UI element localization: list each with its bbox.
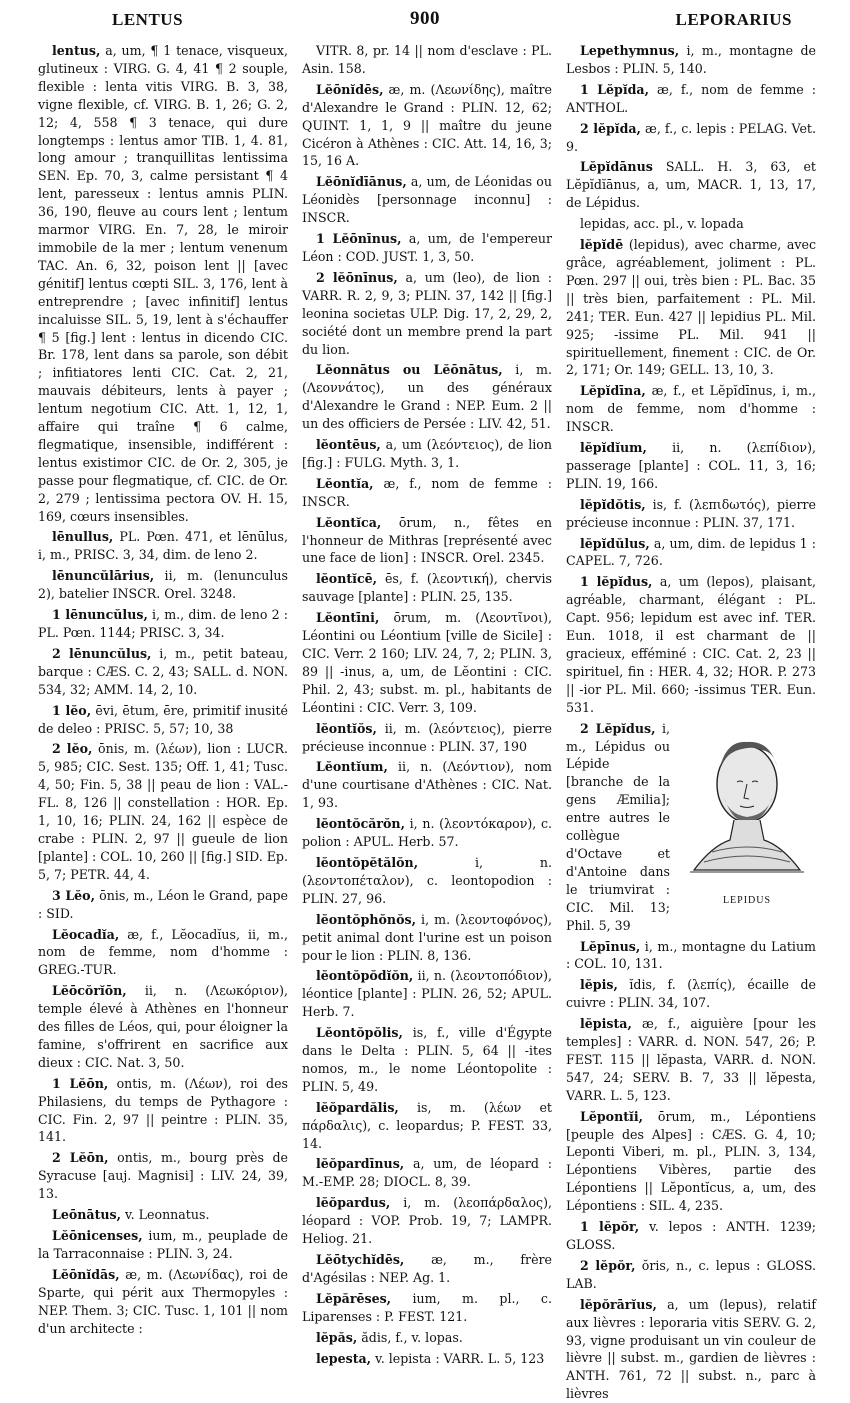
- dictionary-entry: [302, 854, 552, 908]
- dictionary-entry: [302, 967, 552, 1021]
- entry-headword: Lĕpărēses,: [316, 1290, 392, 1306]
- entry-definition: ii, n. (λεπίδιον), passerage [plante] : COL. 11, 3, 16; PLIN. 19, 166.: [566, 440, 816, 491]
- dictionary-entry: [566, 1218, 816, 1254]
- entry-headword: 2 Lĕpĭdus,: [580, 720, 656, 736]
- entry-headword: Lĕontĭa,: [316, 475, 374, 491]
- column-middle: [302, 42, 552, 1366]
- entry-definition: v. lepos : ANTH. 1239; GLOSS.: [566, 1219, 816, 1252]
- dictionary-entry: [38, 1266, 288, 1338]
- dictionary-entry: [302, 720, 552, 756]
- entry-headword: lĕontŏpŏdĭŏn,: [316, 968, 414, 984]
- entry-headword: Lĕontīni,: [316, 610, 380, 626]
- dictionary-entry: [566, 42, 816, 78]
- dictionary-entry: [38, 528, 288, 564]
- dictionary-entry: [302, 609, 552, 716]
- entry-headword: lēnullus,: [52, 529, 114, 545]
- entry-headword: 2 lēnuncŭlus,: [52, 645, 152, 661]
- dictionary-entry: [38, 645, 288, 699]
- dictionary-entry: [566, 439, 816, 493]
- entry-headword: lĕpis,: [580, 977, 618, 993]
- entry-definition: ii, n. (Λεόντιον), nom d'une courtisane d'Athènes : CIC. Nat. 1, 93.: [302, 759, 552, 811]
- entry-headword: Lĕontĭum,: [316, 759, 388, 775]
- entry-headword: 2 lĕōnīnus,: [316, 269, 398, 285]
- entry-definition: ii, n. (Λεωκόριον), temple élevé à Athènes en l'honneur des filles de Léos, qui, pour éloigner la famine, s'offrirent en sacrifice aux dieux : CIC. Nat. 3, 50.: [38, 983, 288, 1070]
- entry-definition: ōnis, m. (λέων), lion : LUCR. 5, 985; CIC. Sest. 135; Off. 1, 41; Tusc. 4, 50; Fin. 5, 38 || peau de lion : VAL.-FL. 8, 126 || constellation : HOR. Ep. 1, 10, 16; PLIN. 24, 162 || espèce de crabe : PLIN. 2, 97 || gueule de lion [plante] : COL. 10, 260 || [fig.] SID. Ep. 5, 7; PETR. 44, 4.: [38, 741, 288, 882]
- entry-definition: i, m., montagne du Latium : COL. 10, 131.: [566, 938, 816, 972]
- entry-definition: æ, f., et Lĕpĭdīnus, i, m., nom de femme, nom d'homme : INSCR.: [566, 383, 816, 435]
- entry-definition: ōrum, m., Lépontiens [peuple des Alpes] : CÆS. G. 4, 10; Leponti Viberi, m. pl., PLIN. 3, 134, Lépontiens Vibères, partie des Lépontiens || Lĕpontĭcus, a, um, des Lépontiens : SIL. 4, 235.: [566, 1108, 816, 1214]
- entry-headword: lĕontŏphŏnŏs,: [316, 911, 416, 927]
- dictionary-entry: [38, 926, 288, 980]
- entry-headword: lĕpăs,: [316, 1329, 358, 1345]
- entry-definition: i, m., petit bateau, barque : CÆS. C. 2, 43; SALL. d. NON. 534, 32; AMM. 14, 2, 10.: [38, 645, 288, 697]
- entry-definition: æ, m., frère d'Agésilas : NEP. Ag. 1.: [302, 1252, 552, 1285]
- entry-headword: Lĕōtychĭdēs,: [316, 1252, 405, 1267]
- dictionary-entry: [38, 702, 288, 738]
- entry-headword: lepesta,: [316, 1350, 372, 1366]
- entry-definition: ontis, m. (Λέων), roi des Philasiens, du temps de Pythagore : CIC. Fin. 2, 97 || peintre : PLIN. 35, 141.: [38, 1075, 288, 1145]
- entry-headword: lĕontŏpĕtălŏn,: [316, 854, 419, 870]
- entry-headword: Lĕpĭdānus: [580, 159, 653, 175]
- lepidus-bust-illustration: [682, 722, 812, 890]
- dictionary-entry: [566, 215, 816, 233]
- entry-definition: ii, m. (λεόντειος), pierre précieuse inconnue : PLIN. 37, 190: [302, 720, 552, 754]
- entry-definition: ii, m. (lenunculus 2), batelier INSCR. Orel. 3248.: [38, 568, 288, 602]
- entry-definition: ōnis, m., Léon le Grand, pape : SID.: [38, 887, 288, 921]
- dictionary-entry: [566, 1257, 816, 1293]
- dictionary-entry: [302, 570, 552, 606]
- entry-definition: a, um (λεόντειος), de lion [fig.] : FULG. Myth. 3, 1.: [302, 437, 552, 470]
- dictionary-entry: [38, 606, 288, 642]
- dictionary-entry: [38, 1206, 288, 1224]
- entry-headword: lĕpista,: [580, 1016, 632, 1032]
- entry-headword: lĕpĭdĭum,: [580, 440, 647, 456]
- dictionary-entry: [38, 1149, 288, 1203]
- entry-definition: æ, f., c. lepis : PELAG. Vet. 9.: [566, 120, 816, 154]
- entry-headword: 2 lĕpŏr,: [580, 1257, 636, 1273]
- entry-headword: Leōnātus,: [52, 1207, 122, 1223]
- entry-definition: a, um, de léopard : M.-EMP. 28; DIOCL. 8, 39.: [302, 1156, 552, 1190]
- entry-headword: Lĕpĭdīna,: [580, 383, 646, 399]
- column-left: [38, 42, 288, 1340]
- entry-definition: a, um, ¶ 1 tenace, visqueux, glutineux : VIRG. G. 4, 41 ¶ 2 souple, flexible : lenta vitis VIRG. B. 3, 38, vigne flexible, cf. VIRG. B. 1, 26; G. 2, 12; 4, 558 ¶ 3 tenace, qui dure longtemps : lentus amor TIB. 1, 4. 81, long amour ; tranquillitas lentissima SEN. Ep. 70, 3, calme persistant ¶ 4 lent, paresseux : lentus amnis PLIN. 36, 190, fleuve au cours lent ; lentum marmor VIRG. En. 7, 28, le miroir immobile de la mer ; lentum venenum TAC. An. 6, 32, poison lent || [avec génitif] lentus cœpti SIL. 3, 176, lent à entreprendre ; [avec infinitif] lentus incaluisse SIL. 5, 19, lent à s'échauffer ¶ 5 [fig.] lent : lentus in dicendo CIC. Br. 178, lent dans sa parole, son débit ; infitiatores lenti CIC. Cat. 2, 21, mauvais débiteurs, lents à payer ; lentum negotium CIC. Att. 1, 12, 1, affaire qui traîne ¶ 6 calme, flegmatique, insensible, indifférent : lentus existimor CIC. de Or. 2, 305, je passe pour flegmatique, cf. CIC. de Or. 2, 279 ; lentissima pectora OV. H. 15, 169, cœurs insensibles.: [38, 43, 288, 524]
- entry-headword: Lĕonnātus ou Lĕōnātus,: [316, 362, 503, 378]
- entry-definition: a, um, de l'empereur Léon : COD. JUST. 1, 3, 50.: [302, 231, 552, 264]
- dictionary-entry: [302, 911, 552, 965]
- entry-headword: lĕpĭdē: [580, 237, 624, 253]
- entry-headword: 3 Lĕo,: [52, 887, 95, 903]
- entry-headword: lēnuncŭlārius,: [52, 568, 155, 584]
- entry-definition: æ, m. (Λεωνίδας), roi de Sparte, qui périt aux Thermopyles : NEP. Them. 3; CIC. Tusc. 1, 101 || nom d'un architecte :: [38, 1266, 288, 1336]
- entry-definition: i, m. (λεοπάρδαλος), léopard : VOP. Prob. 19, 7; LAMPR. Heliog. 21.: [302, 1195, 552, 1247]
- entry-definition: PL. Pœn. 471, et lēnūlus, i, m., PRISC. 3, 34, dim. de leno 2.: [38, 529, 288, 563]
- page-number: 900: [410, 8, 440, 29]
- dictionary-entry: [302, 1194, 552, 1248]
- entry-headword: 1 Lĕpĭda,: [580, 81, 649, 97]
- entry-headword: Lĕōnicenses,: [52, 1228, 143, 1243]
- dictionary-entry: [302, 436, 552, 472]
- dictionary-entry: [38, 982, 288, 1072]
- entry-headword: 1 lĕo,: [52, 702, 92, 718]
- entry-headword: Lĕōcŏrĭōn,: [52, 983, 127, 999]
- dictionary-entry: [302, 42, 552, 78]
- dictionary-entry: [38, 42, 288, 525]
- dictionary-entry: [38, 740, 288, 883]
- entry-headword: Lepethymnus,: [580, 43, 680, 58]
- entry-definition: ium, m., peuplade de la Tarraconnaise : PLIN. 3, 24.: [38, 1228, 288, 1261]
- entry-definition: (lepidus), avec charme, avec grâce, agréablement, joliment : PL. Pœn. 297 || oui, très bien : PL. Bac. 35 || très bien, parfaitement : PL. Mil. 241; TER. Eun. 427 || lepidius PL. Mil. 925; -issime PL. Mil. 941 || spirituellement, finement : CIC. de Or. 2, 171; Or. 149; GELL. 13, 10, 3.: [566, 237, 816, 378]
- entry-definition: a, um, dim. de lepidus 1 : CAPEL. 7, 726.: [566, 535, 816, 569]
- dictionary-entry: [302, 815, 552, 851]
- entry-definition: a, um (lepos), plaisant, agréable, charmant, élégant : PL. Capt. 956; lepidum est avec inf. TER. Eun. 1018, il est charmant de || gracieux, efféminé : CIC. Cat. 2, 23 || spirituel, fin : HER. 4, 32; HOR. P. 273 || -ior PL. Mil. 660; -issimus TER. Eun. 531.: [566, 574, 816, 715]
- entry-headword: lentus,: [52, 43, 101, 58]
- dictionary-entry: [302, 1329, 552, 1347]
- entry-definition: ontis, m., bourg près de Syracuse [auj. Magnisi] : LIV. 24, 39, 13.: [38, 1150, 288, 1202]
- entry-headword: 1 lēnuncŭlus,: [52, 607, 148, 623]
- entry-headword: 2 lĕo,: [52, 741, 93, 757]
- entry-definition: is, f. (λεπιδωτός), pierre précieuse inconnue : PLIN. 37, 171.: [566, 496, 816, 530]
- page-header: [36, 8, 814, 34]
- dictionary-entry: [302, 1290, 552, 1326]
- dictionary-entry: [38, 1227, 288, 1263]
- entry-headword: 1 lĕpĭdus,: [580, 574, 653, 590]
- entry-headword: Lĕōnĭdās,: [52, 1266, 120, 1282]
- dictionary-entry: [302, 758, 552, 812]
- entry-definition: i, m., Lépidus ou Lépide [branche de la gens Æmilia]; entre autres le collègue d'Octave et d'Antoine dans le triumvirat : CIC. Mil. 13; Phil. 5, 39: [566, 720, 670, 933]
- entry-definition: i, n. (λεοντοπέταλον), c. leontopodion : PLIN. 27, 96.: [302, 854, 552, 906]
- entry-definition: i, n. (λεοντόκαρον), c. polion : APUL. Herb. 57.: [302, 816, 552, 850]
- entry-headword: Lĕocadĭa,: [52, 926, 120, 942]
- entry-definition: SALL. H. 3, 63, et Lĕpĭdĭānus, a, um, MACR. 1, 13, 17, de Lépidus.: [566, 159, 816, 211]
- dictionary-entry: [566, 573, 816, 716]
- dictionary-entry: [38, 887, 288, 923]
- entry-headword: Lĕōnĭdīānus,: [316, 174, 407, 190]
- entry-headword: lĕontĭŏs,: [316, 720, 377, 736]
- dictionary-entry: [566, 382, 816, 436]
- dictionary-entry: [566, 976, 816, 1012]
- entry-headword: 1 Lĕōnīnus,: [316, 231, 402, 247]
- dictionary-entry: [302, 361, 552, 433]
- lepidus-portrait-figure: [678, 722, 816, 912]
- entry-headword: lĕpĭdŏtis,: [580, 496, 646, 512]
- dictionary-entry: [302, 1251, 552, 1287]
- entry-headword: lĕŏpardīnus,: [316, 1156, 405, 1172]
- entry-headword: Lĕōnĭdēs,: [316, 81, 384, 97]
- entry-definition: a, um (lepus), relatif aux lièvres : leporaria vitis SERV. G. 2, 93, vigne produisant un vin couleur de lièvre || subst. m., gardien de lièvres : ANTH. 761, 72 || subst. n., parc à lièvres: [566, 1296, 816, 1402]
- dictionary-entry: [566, 496, 816, 532]
- entry-definition: æ, f., aiguière [pour les temples] : VARR. d. NON. 547, 26; P. FEST. 115 || lĕpasta, VARR. d. NON. 547, 24; SERV. B. 7, 33 || lĕpesta, VARR. L. 5, 123.: [566, 1016, 816, 1103]
- entry-definition: a, um, de Léonidas ou Léonidès [personnage inconnu] : INSCR.: [302, 174, 552, 226]
- dictionary-columns: [38, 42, 816, 1402]
- entry-definition: ōrum, m. (Λεοντῖνοι), Léontini ou Léontium [ville de Sicile] : CIC. Verr. 2 160; LIV. 24, 7, 2; PLIN. 3, 89 || -inus, a, um, de Lĕontini : CIC. Phil. 2, 43; subst. m. pl., habitants de Léontini : CIC. Verr. 3, 109.: [302, 610, 552, 715]
- header-left-guide-word: LENTUS: [112, 10, 184, 29]
- entry-definition: i, m., montagne de Lesbos : PLIN. 5, 140.: [566, 43, 816, 76]
- entry-headword: Lĕontŏpŏlis,: [316, 1025, 403, 1041]
- entry-definition: ŏris, n., c. lepus : GLOSS. LAB.: [566, 1257, 816, 1291]
- dictionary-entry: [38, 567, 288, 603]
- dictionary-entry: [302, 514, 552, 568]
- dictionary-entry: [302, 81, 552, 171]
- dictionary-entry: [302, 173, 552, 227]
- dictionary-entry: [302, 475, 552, 511]
- dictionary-entry: [566, 938, 816, 974]
- entry-definition: is, f., ville d'Égypte dans le Delta : PLIN. 5, 64 || -ites nomos, m., le nome Léontopolite : PLIN. 5, 49.: [302, 1025, 552, 1094]
- dictionary-entry: [302, 1024, 552, 1096]
- entry-definition: lepidas, acc. pl., v. lopada: [580, 216, 744, 232]
- entry-definition: v. Leonnatus.: [121, 1207, 210, 1223]
- entry-definition: ēs, f. (λεοντική), chervis sauvage [plante] : PLIN. 25, 135.: [302, 571, 552, 605]
- dictionary-entry: [566, 1015, 816, 1105]
- entry-definition: v. lepista : VARR. L. 5, 123: [371, 1350, 545, 1366]
- dictionary-entry: [38, 1075, 288, 1147]
- figure-caption: LEPIDUS: [722, 894, 772, 906]
- entry-definition: i, m. (Λεοννάτος), un des généraux d'Alexandre le Grand : NEP. Eum. 2 || un des officiers de Persée : LIV. 42, 51.: [302, 362, 552, 432]
- dictionary-entry: [566, 535, 816, 571]
- entry-headword: Lĕpontĭi,: [580, 1108, 643, 1124]
- dictionary-entry: [566, 158, 816, 212]
- header-right-guide-word: LEPORARIUS: [675, 10, 792, 29]
- entry-headword: lĕŏpardus,: [316, 1195, 391, 1211]
- entry-definition: ēvi, ētum, ēre, primitif inusité de deleo : PRISC. 5, 57; 10, 38: [38, 702, 288, 736]
- entry-definition: ōrum, n., fêtes en l'honneur de Mithras [représenté avec une face de lion] : INSCR. Orel. 2345.: [302, 514, 552, 566]
- entry-definition: ădis, f., v. lopas.: [357, 1329, 463, 1345]
- entry-headword: lĕŏpardălis,: [316, 1099, 399, 1115]
- entry-headword: lĕpŏrārĭus,: [580, 1296, 657, 1312]
- column-right: [566, 42, 816, 1402]
- entry-definition: VITR. 8, pr. 14 || nom d'esclave : PL. Asin. 158.: [302, 43, 552, 76]
- dictionary-entry: [566, 120, 816, 156]
- dictionary-entry: [302, 230, 552, 266]
- entry-headword: 2 Lĕōn,: [52, 1150, 109, 1166]
- dictionary-entry: [566, 81, 816, 117]
- entry-headword: lĕontŏcărŏn,: [316, 816, 405, 832]
- entry-headword: 1 Lĕōn,: [52, 1075, 109, 1091]
- entry-definition: æ, m. (Λεωνίδης), maître d'Alexandre le Grand : PLIN. 12, 62; QUINT. 1, 1, 9 || maître du jeune Cicéron à Athènes : CIC. Att. 14, 16, 3; 15, 16 A.: [302, 81, 552, 169]
- dictionary-entry: [302, 1155, 552, 1191]
- dictionary-entry: [302, 269, 552, 359]
- dictionary-entry: [302, 1350, 552, 1368]
- entry-definition: æ, f., Lĕocadĭus, ii, m., nom de femme, nom d'homme : GREG.-TUR.: [38, 926, 288, 978]
- entry-definition: æ, f., nom de femme : ANTHOL.: [566, 81, 816, 115]
- entry-definition: ĭdis, f. (λεπίς), écaille de cuivre : PLIN. 34, 107.: [566, 977, 816, 1011]
- entry-definition: i, m. (λεοντοφόνος), petit animal dont l'urine est un poison pour le lion : PLIN. 8, 136.: [302, 911, 552, 963]
- entry-headword: Lĕpīnus,: [580, 938, 641, 954]
- dictionary-entry: [566, 1108, 816, 1215]
- dictionary-entry: [566, 1296, 816, 1403]
- entry-headword: 1 lĕpŏr,: [580, 1219, 640, 1235]
- entry-headword: lĕontēus,: [316, 437, 381, 453]
- entry-definition: is, m. (λέων et πάρδαλις), c. leopardus; P. FEST. 33, 14.: [302, 1099, 552, 1151]
- dictionary-entry: [302, 1099, 552, 1153]
- entry-definition: ium, m. pl., c. Liparenses : P. FEST. 121.: [302, 1290, 552, 1324]
- dictionary-entry: [566, 236, 816, 379]
- entry-definition: æ, f., nom de femme : INSCR.: [302, 475, 552, 509]
- entry-definition: i, m., dim. de leno 2 : PL. Pœn. 1144; PRISC. 3, 34.: [38, 607, 288, 640]
- entry-definition: ii, n. (λεοντοπόδιον), léontice [plante] : PLIN. 26, 52; APUL. Herb. 7.: [302, 968, 552, 1020]
- entry-headword: 2 lĕpĭda,: [580, 120, 641, 136]
- entry-headword: Lĕontĭca,: [316, 514, 382, 530]
- entry-headword: lĕpĭdŭlus,: [580, 535, 650, 551]
- entry-definition: a, um (leo), de lion : VARR. R. 2, 9, 3; PLIN. 37, 142 || [fig.] leonina societas ULP. Dig. 17, 2, 29, 2, société dont un membre prend la part du lion.: [302, 269, 552, 357]
- entry-headword: lĕontĭcē,: [316, 571, 378, 587]
